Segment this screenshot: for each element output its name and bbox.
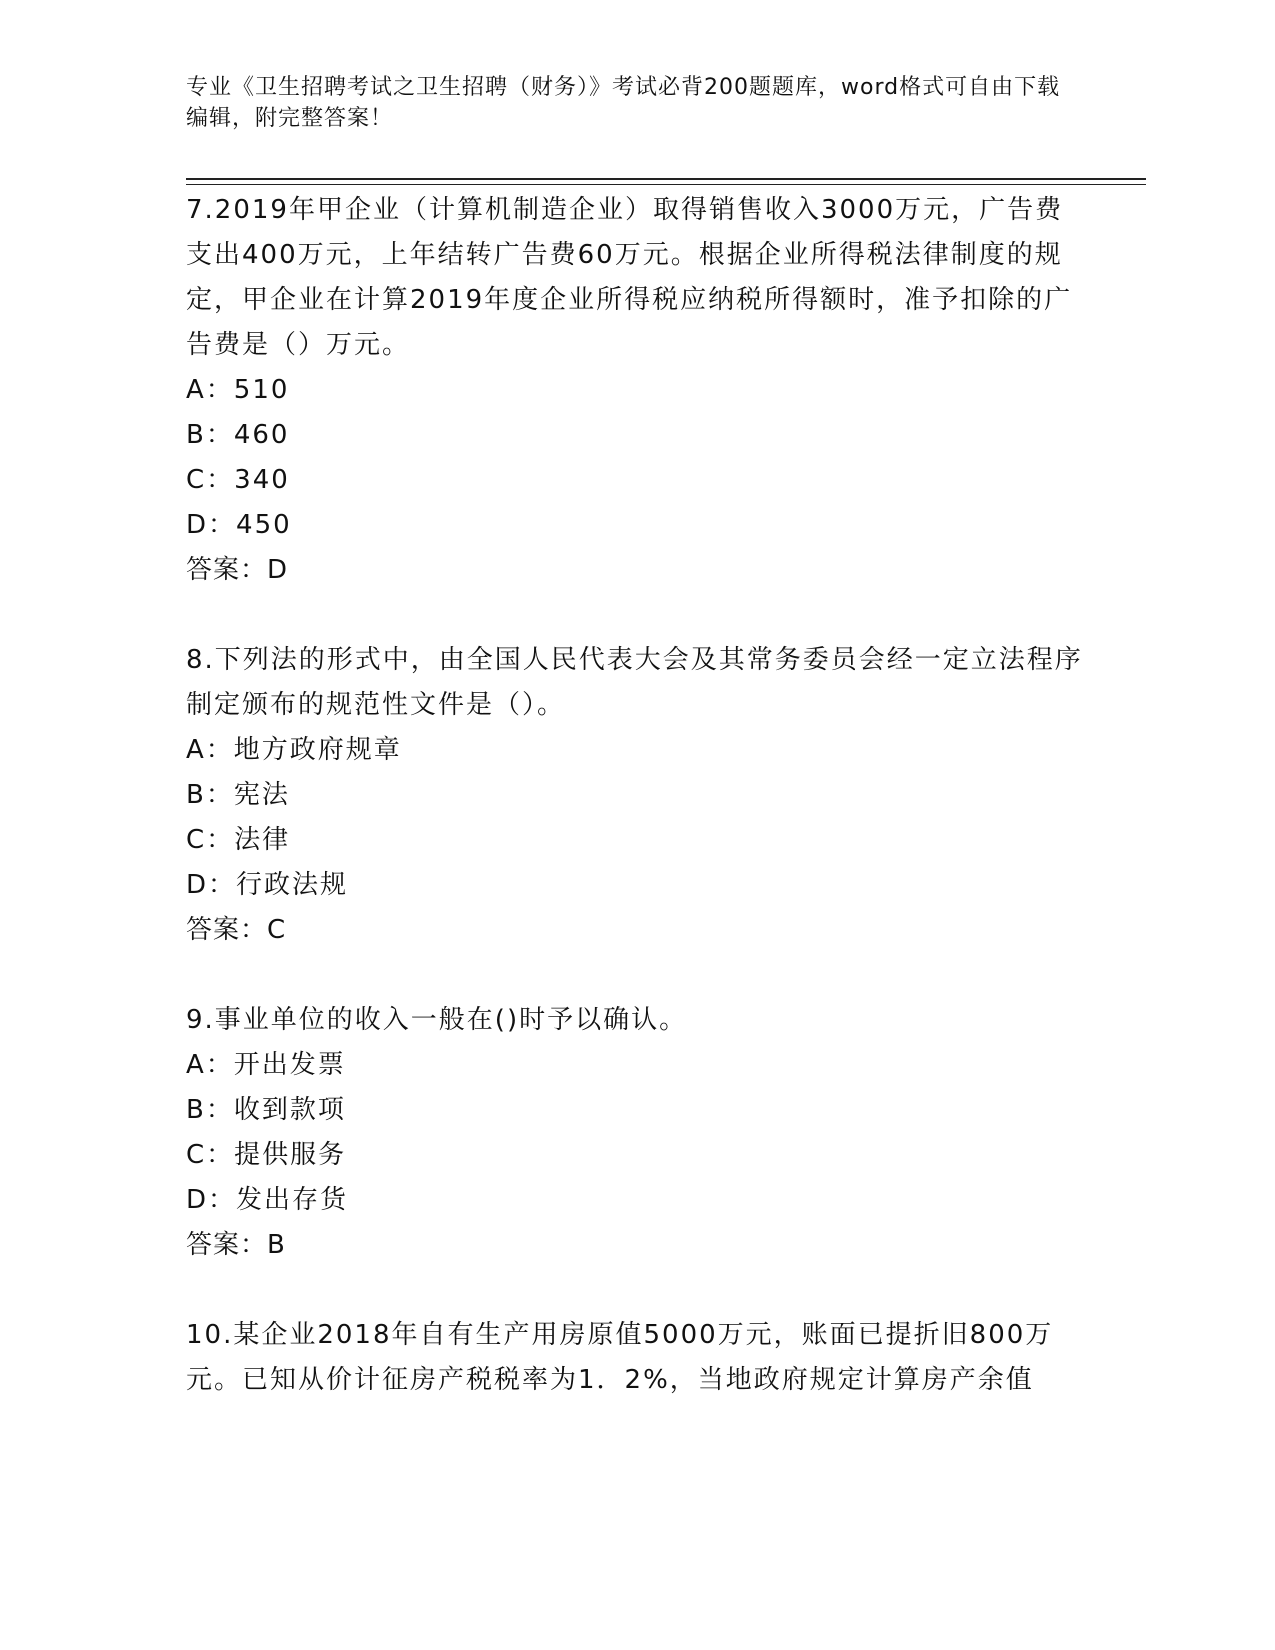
question-stem: 10.某企业2018年自有生产用房原值5000万元，账面已提折旧800万元。已知从价计征房产税税率为1．2%，当地政府规定计算房产余值	[186, 1320, 1054, 1395]
option-a: A：地方政府规章	[186, 735, 402, 765]
question-stem: 7.2019年甲企业（计算机制造企业）取得销售收入3000万元，广告费支出400万元，上年结转广告费60万元。根据企业所得税法律制度的规定，甲企业在计算2019年度企业所得税应纳税所得额时，准予扣除的广告费是（）万元。	[186, 195, 1073, 360]
header-divider-thin	[186, 184, 1146, 185]
question-stem: 9.事业单位的收入一般在()时予以确认。	[186, 1005, 688, 1035]
question-9	[186, 998, 1086, 1268]
answer-line: 答案：C	[186, 915, 287, 945]
answer-line: 答案：D	[186, 555, 289, 585]
option-c: C：提供服务	[186, 1140, 347, 1170]
option-b: B：460	[186, 420, 290, 450]
question-8	[186, 638, 1086, 953]
option-a: A：开出发票	[186, 1050, 346, 1080]
option-d: D：450	[186, 510, 292, 540]
option-d: D：行政法规	[186, 870, 349, 900]
option-d: D：发出存货	[186, 1185, 349, 1215]
option-c: C：340	[186, 465, 290, 495]
question-stem: 8.下列法的形式中，由全国人民代表大会及其常务委员会经一定立法程序制定颁布的规范性文件是（）。	[186, 645, 1083, 720]
document-header: 专业《卫生招聘考试之卫生招聘（财务）》考试必背200题题库，word格式可自由下载编辑，附完整答案！	[186, 75, 1061, 131]
question-10	[186, 1313, 1086, 1403]
option-b: B：收到款项	[186, 1095, 346, 1125]
question-7	[186, 188, 1086, 593]
header-divider	[186, 178, 1146, 180]
option-c: C：法律	[186, 825, 291, 855]
option-b: B：宪法	[186, 780, 290, 810]
option-a: A：510	[186, 375, 290, 405]
answer-line: 答案：B	[186, 1230, 286, 1260]
question-list	[186, 188, 1086, 1403]
